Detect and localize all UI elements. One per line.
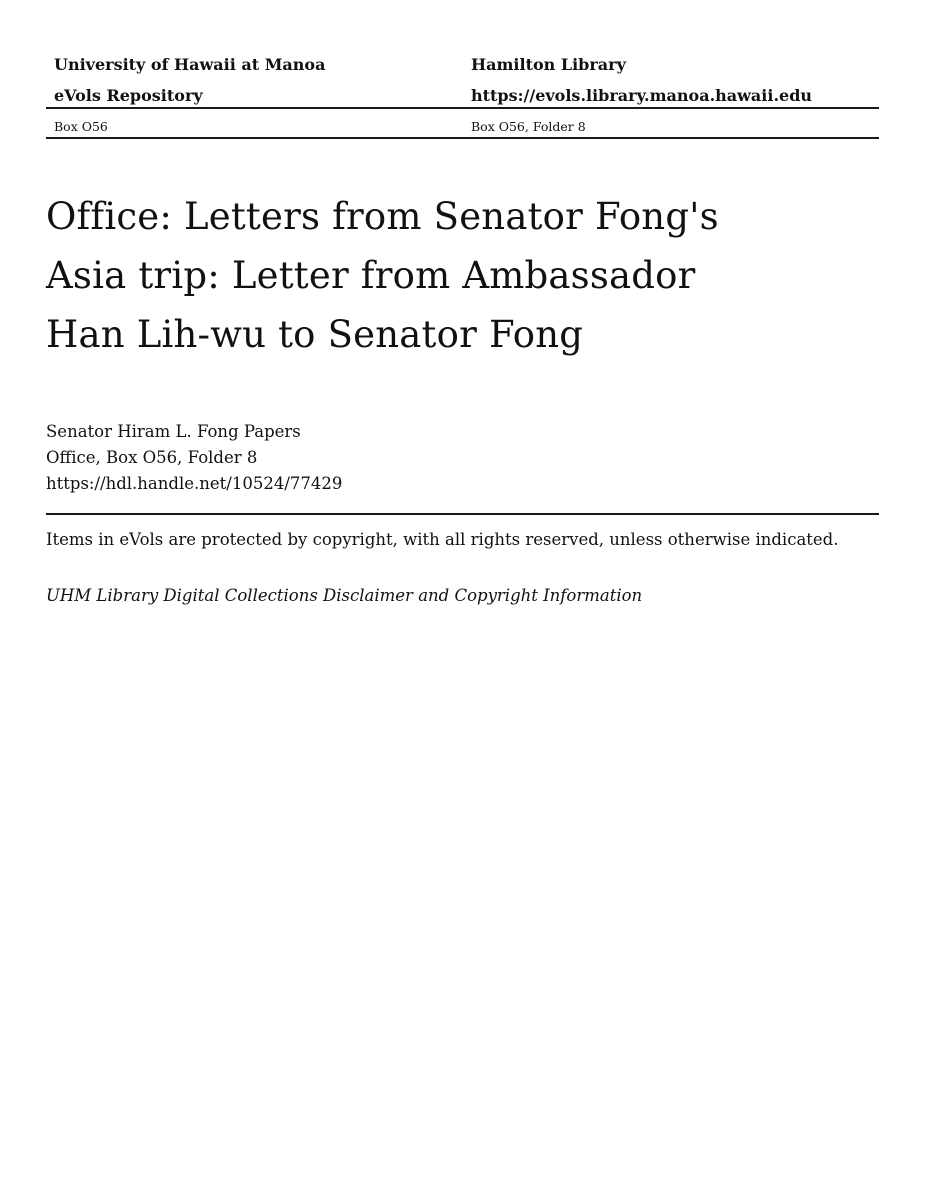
- institution-name: University of Hawaii at Manoa: [54, 55, 326, 74]
- box-row: [46, 117, 879, 137]
- header-row-2: [46, 83, 879, 114]
- title-line-3: Han Lih-wu to Senator Fong: [46, 313, 584, 356]
- header-row-1: [46, 52, 879, 83]
- title-line-2: Asia trip: Letter from Ambassador: [46, 254, 696, 297]
- collection-name: Senator Hiram L. Fong Papers: [46, 422, 301, 441]
- handle-link[interactable]: https://hdl.handle.net/10524/77429: [46, 474, 343, 493]
- header-divider-bottom: [46, 137, 879, 139]
- metadata-divider: [46, 513, 879, 515]
- copyright-notice: Items in eVols are protected by copyright, with all rights reserved, unless otherwise indicated.: [46, 530, 839, 549]
- header-table: [46, 52, 879, 114]
- library-name: Hamilton Library: [471, 55, 626, 74]
- disclaimer-link[interactable]: UHM Library Digital Collections Disclaimer and Copyright Information: [46, 586, 643, 605]
- repository-url-link[interactable]: https://evols.library.manoa.hawaii.edu: [471, 86, 813, 105]
- box-label: Box O56: [54, 119, 108, 134]
- box-folder-label: Box O56, Folder 8: [471, 119, 586, 134]
- repository-name: eVols Repository: [54, 86, 203, 105]
- box-folder-location: Office, Box O56, Folder 8: [46, 448, 258, 467]
- metadata-block: [46, 419, 342, 497]
- title-line-1: Office: Letters from Senator Fong's: [46, 195, 719, 238]
- header-divider-top: [46, 107, 879, 109]
- document-title: [46, 187, 806, 364]
